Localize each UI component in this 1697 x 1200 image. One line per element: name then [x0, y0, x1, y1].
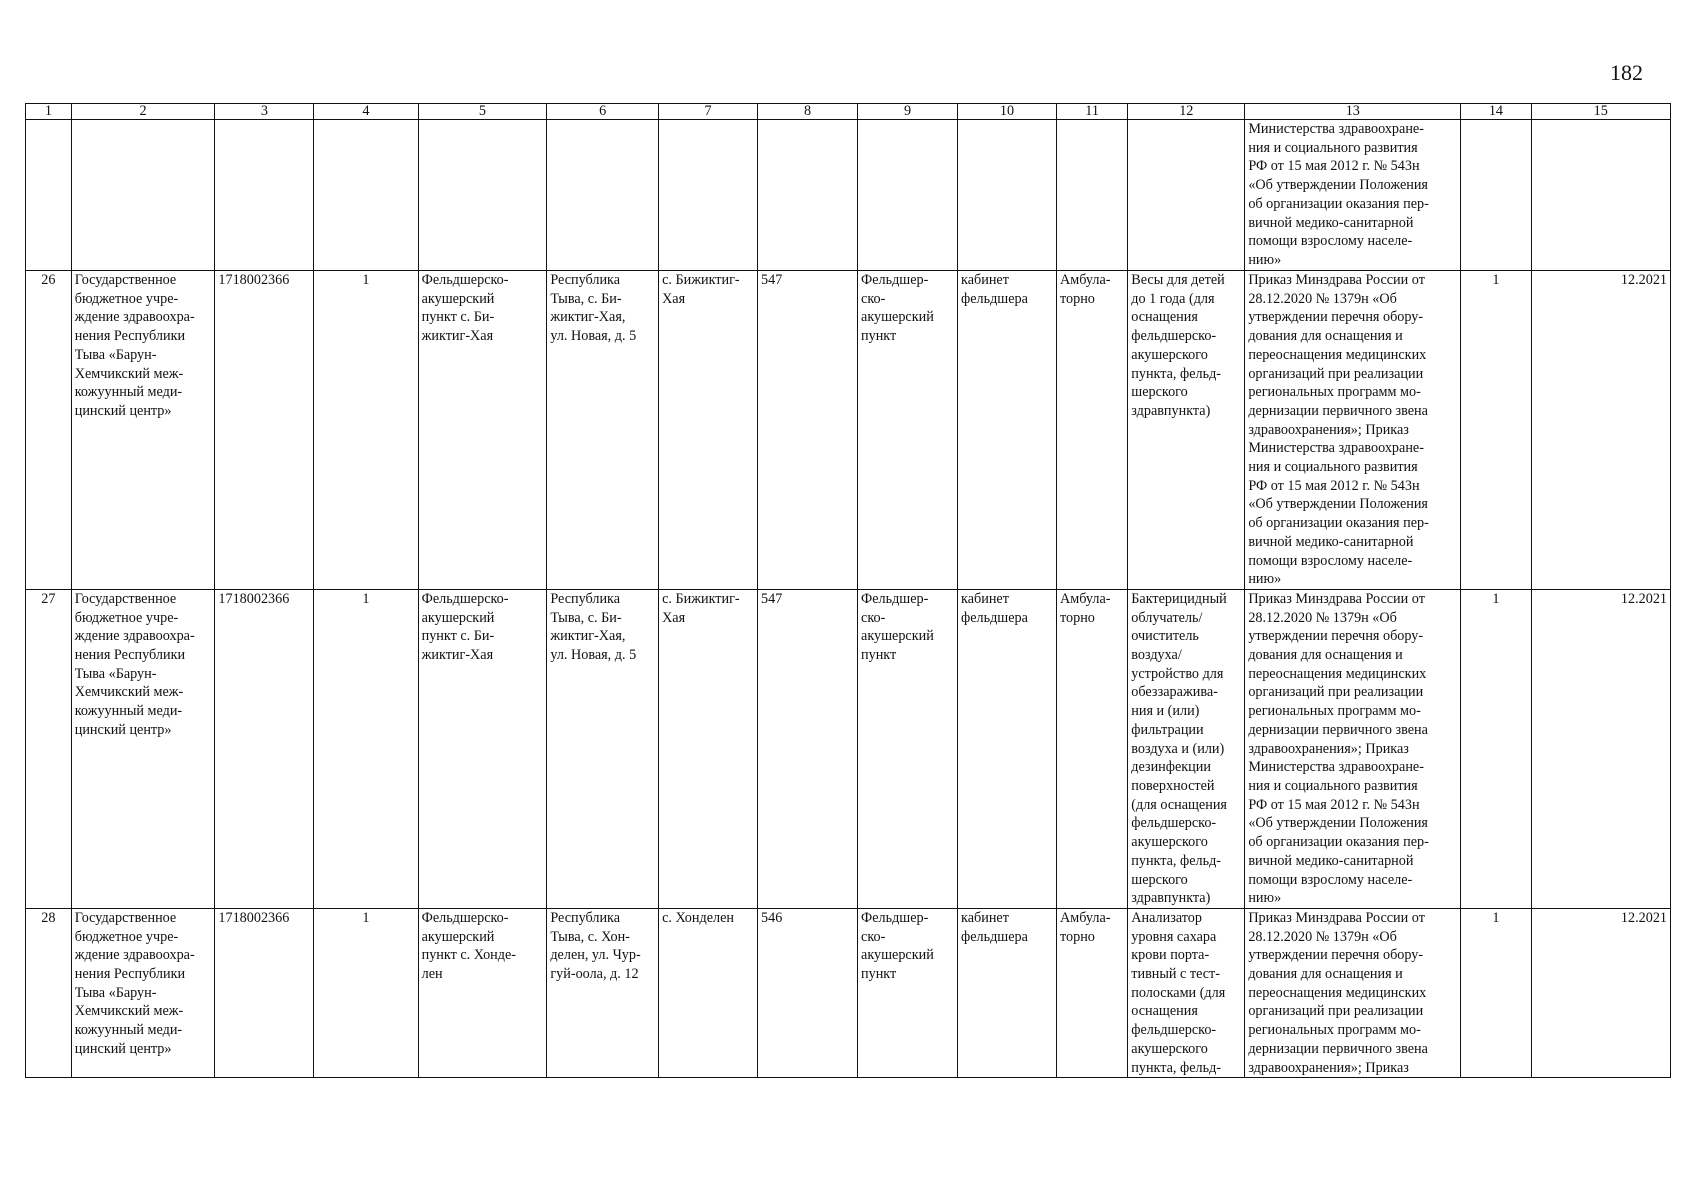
- empty-cell: [1461, 120, 1531, 271]
- column-number: 9: [858, 104, 958, 120]
- continuation-row: [26, 120, 1671, 271]
- empty-cell: [26, 120, 72, 271]
- table-row: [26, 589, 1671, 908]
- organization-cell: Государственное бюджетное учре- ждение здравоохра- нения Республики Тыва «Барун- Хемчикский меж- кожуунный меди- цинский центр»: [71, 271, 215, 590]
- column-number: 14: [1461, 104, 1531, 120]
- empty-cell: [547, 120, 659, 271]
- inn-cell: 1718002366: [215, 589, 314, 908]
- empty-cell: [1057, 120, 1128, 271]
- column-number: 11: [1057, 104, 1128, 120]
- table-row: [26, 271, 1671, 590]
- population-cell: 546: [758, 908, 858, 1077]
- code-cell: 1: [314, 908, 418, 1077]
- equipment-table: [25, 103, 1671, 1078]
- column-number: 13: [1245, 104, 1461, 120]
- legal-basis-cell: Приказ Минздрава России от 28.12.2020 № 1379н «Об утверждении перечня обору- дования для оснащения и переоснащения медицинских организаций при реализации региональных программ мо- дернизации первичного звена здравоохранения»; Приказ Министерства здравоохране- ния и социального развития РФ от 15 мая 2012 г. № 543н «Об утверждении Положения об организации оказания пер- вичной медико-санитарной помощи взрослому населе- нию»: [1245, 271, 1461, 590]
- column-number: 3: [215, 104, 314, 120]
- address-cell: Республика Тыва, с. Би- жиктиг-Хая, ул. Новая, д. 5: [547, 589, 659, 908]
- address-cell: Республика Тыва, с. Хон- делен, ул. Чур- гуй-оола, д. 12: [547, 908, 659, 1077]
- address-cell: Республика Тыва, с. Би- жиктиг-Хая, ул. Новая, д. 5: [547, 271, 659, 590]
- quantity-cell: 1: [1461, 908, 1531, 1077]
- inn-cell: 1718002366: [215, 271, 314, 590]
- empty-cell: [215, 120, 314, 271]
- legal-basis-cell: Приказ Минздрава России от 28.12.2020 № 1379н «Об утверждении перечня обору- дования для оснащения и переоснащения медицинских организаций при реализации региональных программ мо- дернизации первичного звена здравоохранения»; Приказ: [1245, 908, 1461, 1077]
- column-number-row: [26, 104, 1671, 120]
- equipment-cell: Весы для детей до 1 года (для оснащения фельдшерско- акушерского пункта, фельд- шерского здравпункта): [1128, 271, 1245, 590]
- organization-cell: Государственное бюджетное учре- ждение здравоохра- нения Республики Тыва «Барун- Хемчикский меж- кожуунный меди- цинский центр»: [71, 589, 215, 908]
- empty-cell: [71, 120, 215, 271]
- row-number-cell: 27: [26, 589, 72, 908]
- quantity-cell: 1: [1461, 271, 1531, 590]
- empty-cell: [659, 120, 758, 271]
- row-number-cell: 28: [26, 908, 72, 1077]
- empty-cell: [958, 120, 1057, 271]
- column-number: 4: [314, 104, 418, 120]
- organization-cell: Государственное бюджетное учре- ждение здравоохра- нения Республики Тыва «Барун- Хемчикский меж- кожуунный меди- цинский центр»: [71, 908, 215, 1077]
- room-cell: кабинет фельдшера: [958, 271, 1057, 590]
- unit-type-cell: Фельдшер- ско- акушерский пункт: [858, 908, 958, 1077]
- legal-basis-cell: Министерства здравоохране- ния и социального развития РФ от 15 мая 2012 г. № 543н «Об утверждении Положения об организации оказания пер- вичной медико-санитарной помощи взрослому населе- нию»: [1245, 120, 1461, 271]
- column-number: 15: [1531, 104, 1670, 120]
- empty-cell: [1531, 120, 1670, 271]
- column-number: 6: [547, 104, 659, 120]
- equipment-cell: Анализатор уровня сахара крови порта- тивный с тест- полосками (для оснащения фельдшерско- акушерского пункта, фельд-: [1128, 908, 1245, 1077]
- column-number: 12: [1128, 104, 1245, 120]
- unit-name-cell: Фельдшерско- акушерский пункт с. Би- жиктиг-Хая: [418, 271, 547, 590]
- column-number: 10: [958, 104, 1057, 120]
- column-number: 2: [71, 104, 215, 120]
- quantity-cell: 1: [1461, 589, 1531, 908]
- column-number: 8: [758, 104, 858, 120]
- column-number: 7: [659, 104, 758, 120]
- table-row: [26, 908, 1671, 1077]
- settlement-cell: с. Хонделен: [659, 908, 758, 1077]
- care-form-cell: Амбула- торно: [1057, 271, 1128, 590]
- empty-cell: [314, 120, 418, 271]
- column-number: 1: [26, 104, 72, 120]
- population-cell: 547: [758, 271, 858, 590]
- settlement-cell: с. Бижиктиг- Хая: [659, 589, 758, 908]
- empty-cell: [758, 120, 858, 271]
- equipment-cell: Бактерицидный облучатель/ очиститель воздуха/ устройство для обеззаражива- ния и (или) фильтрации воздуха и (или) дезинфекции поверхностей (для оснащения фельдшерско- акушерского пункта, фельд- шерского здравпункта): [1128, 589, 1245, 908]
- legal-basis-cell: Приказ Минздрава России от 28.12.2020 № 1379н «Об утверждении перечня обору- дования для оснащения и переоснащения медицинских организаций при реализации региональных программ мо- дернизации первичного звена здравоохранения»; Приказ Министерства здравоохране- ния и социального развития РФ от 15 мая 2012 г. № 543н «Об утверждении Положения об организации оказания пер- вичной медико-санитарной помощи взрослому населе- нию»: [1245, 589, 1461, 908]
- population-cell: 547: [758, 589, 858, 908]
- date-cell: 12.2021: [1531, 908, 1670, 1077]
- date-cell: 12.2021: [1531, 271, 1670, 590]
- code-cell: 1: [314, 589, 418, 908]
- care-form-cell: Амбула- торно: [1057, 589, 1128, 908]
- empty-cell: [1128, 120, 1245, 271]
- page-number: 182: [1610, 60, 1643, 85]
- room-cell: кабинет фельдшера: [958, 589, 1057, 908]
- unit-type-cell: Фельдшер- ско- акушерский пункт: [858, 589, 958, 908]
- unit-name-cell: Фельдшерско- акушерский пункт с. Би- жиктиг-Хая: [418, 589, 547, 908]
- care-form-cell: Амбула- торно: [1057, 908, 1128, 1077]
- empty-cell: [418, 120, 547, 271]
- empty-cell: [858, 120, 958, 271]
- inn-cell: 1718002366: [215, 908, 314, 1077]
- code-cell: 1: [314, 271, 418, 590]
- room-cell: кабинет фельдшера: [958, 908, 1057, 1077]
- unit-name-cell: Фельдшерско- акушерский пункт с. Хонде- лен: [418, 908, 547, 1077]
- column-number: 5: [418, 104, 547, 120]
- unit-type-cell: Фельдшер- ско- акушерский пункт: [858, 271, 958, 590]
- settlement-cell: с. Бижиктиг- Хая: [659, 271, 758, 590]
- row-number-cell: 26: [26, 271, 72, 590]
- date-cell: 12.2021: [1531, 589, 1670, 908]
